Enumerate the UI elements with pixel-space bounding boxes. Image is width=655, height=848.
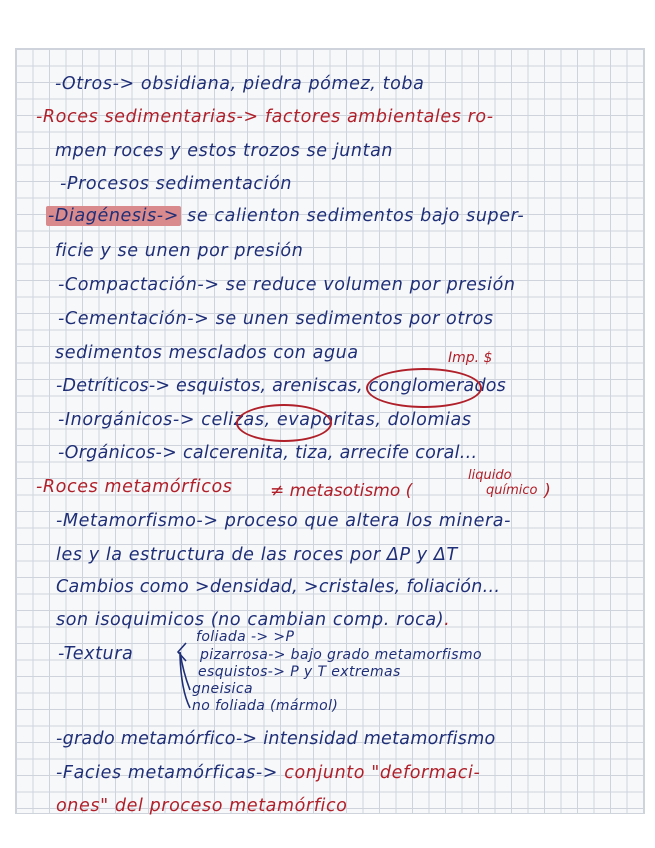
- calizas-circled: celizas: [201, 410, 265, 430]
- annotation-liquido: liquido: [468, 468, 512, 483]
- textura-esquistosa: esquistos-> P y T extremas: [198, 664, 401, 680]
- heading-rocas-metamorficas: -Roces metamórficos: [36, 477, 233, 497]
- diagenesis-highlight: -Diagénesis->: [48, 206, 179, 226]
- isoquimicos-text: son isoquimicos (no cambian comp. roca): [56, 610, 445, 630]
- textura-no-foliada: no foliada (mármol): [192, 698, 339, 714]
- metamorfismo-text: -Metamorfismo: [56, 511, 197, 531]
- line-rompen: mpen roces y estos trozos se juntan: [55, 141, 394, 161]
- metamorfismo-def: -> proceso que altera los minera-: [196, 511, 512, 531]
- evaporitas-text: , evaporitas, dolomias: [264, 410, 472, 430]
- detriticos-text: -Detríticos-> esquistos,: [56, 376, 273, 396]
- line-organicos: -Orgánicos-> calcerenita, tiza, arrecife coral...: [58, 443, 478, 463]
- textura-foliada: foliada -> >P: [196, 629, 295, 645]
- facies-text: -Facies metamórficas->: [56, 763, 285, 783]
- line-estructura: les y la estructura de las roces por ΔP y ΔT: [56, 545, 458, 565]
- annotation-quimico: químico: [486, 483, 538, 498]
- line-compactacion: -Compactación-> se reduce volumen por presión: [58, 275, 516, 295]
- line-mesclados: sedimentos mesclados con agua: [55, 343, 359, 363]
- heading-rocas-sedimentarias: -Roces sedimentarias-> factores ambientales ro-: [36, 107, 494, 127]
- metasotismo-text: ≠ metasotismo (: [270, 481, 413, 501]
- areniscas-circled: areniscas,: [272, 376, 363, 396]
- line-facies: [56, 762, 480, 784]
- line-cambios: Cambios como >densidad, >cristales, foliación...: [56, 577, 501, 597]
- facies-conjunto: conjunto "deformaci-: [284, 763, 481, 783]
- isoquimicos-dot: .: [444, 610, 451, 630]
- textura-pizarrosa: pizarrosa-> bajo grado metamorfismo: [200, 647, 482, 663]
- line-procesos: -Procesos sedimentación: [60, 174, 293, 194]
- line-ficie: ficie y se unen por presión: [55, 241, 304, 261]
- line-cementacion: -Cementación-> se unen sedimentos por otros: [58, 309, 494, 329]
- diagenesis-text: se calienton sedimentos bajo super-: [180, 206, 525, 226]
- textura-label: -Textura: [58, 644, 134, 664]
- textura-gneisica: gneisica: [192, 681, 253, 697]
- line-otros: -Otros-> obsidiana, piedra pómez, toba: [55, 74, 425, 94]
- line-grado: -grado metamórfico-> intensidad metamorfismo: [56, 729, 496, 749]
- inorganicos-text: -Inorgánicos->: [58, 410, 202, 430]
- conglomerados-text: conglomerados: [362, 376, 506, 396]
- annotation-imp: Imp. $: [448, 350, 493, 366]
- metasotismo-close: ): [544, 481, 551, 501]
- line-facies-cont: ones" del proceso metamórfico: [56, 796, 348, 816]
